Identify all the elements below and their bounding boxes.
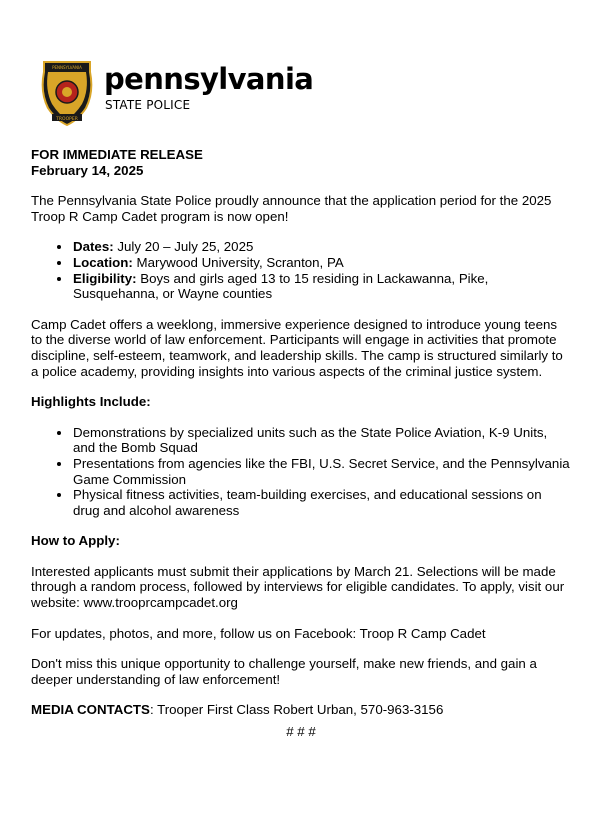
highlight-item: • Presentations from agencies like the FBI, U.S. Secret Service, and the Pennsylvania Game Commission [72,456,571,487]
media-contacts [31,702,571,718]
logo-text-bottom: TROOPER [56,117,78,122]
updates-paragraph: For updates, photos, and more, follow us on Facebook: Troop R Camp Cadet [31,625,486,641]
highlights-heading: Highlights Include: [31,394,151,410]
contacts-label: MEDIA CONTACTS [31,702,150,718]
detail-item: • Location: Marywood University, Scranton, PA [72,255,571,271]
release-date: February 14, 2025 [31,162,144,178]
end-mark: # # # [286,724,316,740]
details-list [31,239,571,301]
logo-text-top: PENNSYLVANIA [52,65,82,70]
description-paragraph: Camp Cadet offers a weeklong, immersive experience designed to introduce young teens to the diverse world of law enforcement. Participants will engage in activities that promote discipline, self-esteem, teamwork, and leadership skills. The camp is structured similarly to a police academy, providing insights into various aspects of the criminal justice system. [31,316,563,379]
brand-name: pennsylvania [104,62,314,96]
highlight-item: • Physical fitness activities, team-building exercises, and educational sessions on drug and alcohol awareness [72,487,571,518]
highlights-list [31,425,571,519]
contacts-value: : Trooper First Class Robert Urban, 570-963-3156 [149,702,444,718]
brand-subtitle: STATE POLICE [105,98,191,112]
press-release-body [31,147,571,740]
brand-wordmark [104,64,313,114]
highlight-item: • Demonstrations by specialized units such as the State Police Aviation, K-9 Units, and the Bomb Squad [72,425,571,456]
detail-item: • Dates: July 20 – July 25, 2025 [72,239,571,255]
closing-paragraph: Don't miss this unique opportunity to challenge yourself, make new friends, and gain a deeper understanding of law enforcement! [31,656,537,687]
detail-item: • Eligibility: Boys and girls aged 13 to 15 residing in Lackawanna, Pike, Susquehanna, or Wayne counties [72,271,571,302]
intro-paragraph: The Pennsylvania State Police proudly announce that the application period for the 2025 Troop R Camp Cadet program is now open! [31,193,552,224]
apply-heading: How to Apply: [31,533,120,549]
release-label: FOR IMMEDIATE RELEASE [31,147,203,162]
apply-paragraph: Interested applicants must submit their applications by March 21. Selections will be made through a random process, followed by interviews for eligible candidates. To apply, visit our website: www.trooprcampcadet.org [31,563,565,611]
psp-badge-logo [38,58,96,126]
